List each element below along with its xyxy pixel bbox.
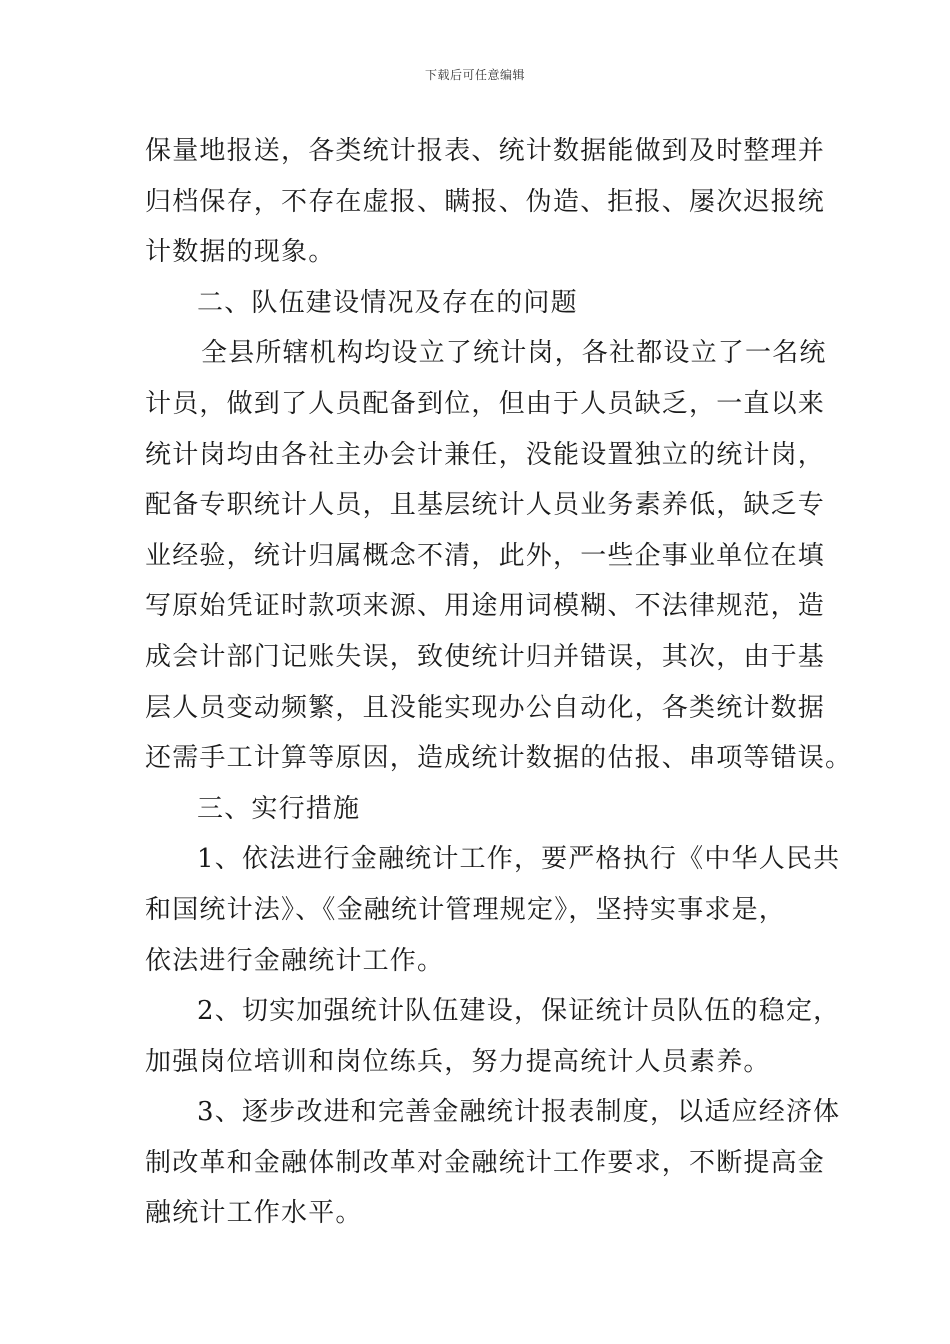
header-note: 下载后可任意编辑	[424, 68, 525, 82]
text-line: 配备专职统计人员，且基层统计人员业务素养低，缺乏专	[145, 490, 826, 521]
text-line: 归档保存，不存在虚报、瞒报、伪造、拒报、屡次迟报统	[145, 186, 826, 217]
text-line: 加强岗位培训和岗位练兵，努力提高统计人员素养。	[145, 1046, 771, 1077]
text-line: 和国统计法》、《金融统计管理规定》，坚持实事求是，	[145, 894, 787, 925]
text-line: 二、队伍建设情况及存在的问题	[197, 287, 578, 318]
text-line: 3、逐步改进和完善金融统计报表制度，以适应经济体	[197, 1097, 841, 1128]
text-line: 三、实行措施	[197, 793, 361, 824]
text-line: 2、切实加强统计队伍建设，保证统计员队伍的稳定，	[197, 996, 841, 1027]
text-line: 层人员变动频繁，且没能实现办公自动化，各类统计数据	[145, 692, 826, 723]
text-line: 全县所辖机构均设立了统计岗，各社都设立了一名统	[201, 338, 827, 369]
text-line: 统计岗均由各社主办会计兼任，没能设置独立的统计岗，	[145, 439, 826, 470]
text-line: 还需手工计算等原因，造成统计数据的估报、串项等错误。	[145, 743, 853, 774]
text-line: 写原始凭证时款项来源、用途用词模糊、不法律规范，造	[145, 591, 826, 622]
text-line: 融统计工作水平。	[145, 1198, 363, 1229]
text-line: 业经验，统计归属概念不清，此外，一些企事业单位在填	[145, 540, 826, 571]
text-line: 计员，做到了人员配备到位，但由于人员缺乏，一直以来	[145, 388, 826, 419]
text-line: 制改革和金融体制改革对金融统计工作要求，不断提高金	[145, 1147, 826, 1178]
text-line: 成会计部门记账失误，致使统计归并错误，其次，由于基	[145, 641, 826, 672]
text-line: 计数据的现象。	[145, 237, 336, 268]
text-line: 依法进行金融统计工作。	[145, 945, 445, 976]
text-line: 保量地报送，各类统计报表、统计数据能做到及时整理并	[145, 136, 826, 166]
body-text	[145, 126, 853, 1239]
text-line: 1、依法进行金融统计工作，要严格执行《中华人民共	[197, 844, 841, 875]
